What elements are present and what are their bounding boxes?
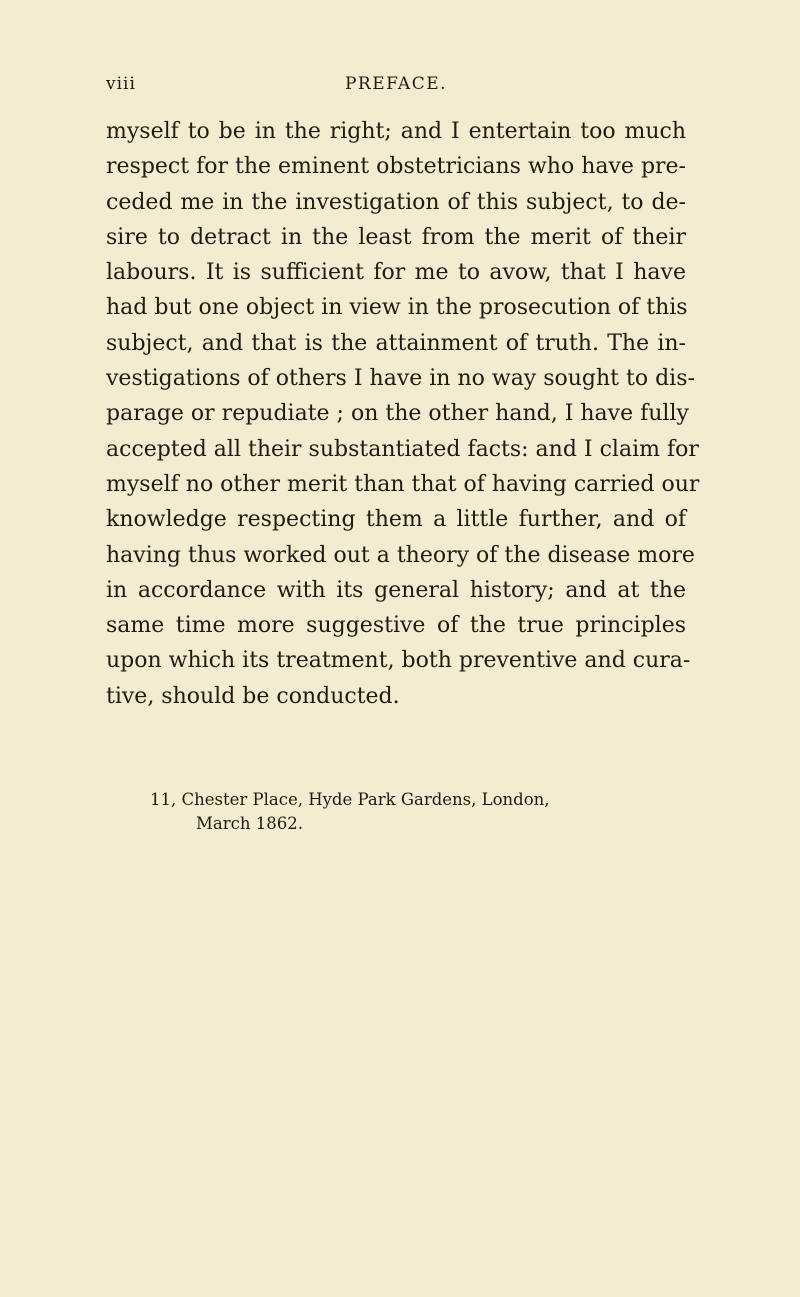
text-line: had but one object in view in the prosecution of this [106, 295, 688, 321]
signature-block [150, 788, 550, 836]
text-line: myself no other merit than that of having carried our [106, 471, 700, 497]
signature-date: March 1862. [196, 814, 303, 833]
text-line: upon which its treatment, both preventive and cura- [106, 648, 691, 674]
text-line: myself to be in the right; and I entertain too much [106, 119, 686, 144]
text-line: vestigations of others I have in no way sought to dis- [106, 366, 695, 392]
text-line: in accordance with its general history; and at the [106, 577, 686, 603]
text-line: same time more suggestive of the true principles [106, 613, 686, 639]
text-line: tive, should be conducted. [106, 683, 400, 709]
text-line: accepted all their substantiated facts: and I claim for [106, 436, 699, 462]
page-number: viii [106, 74, 136, 94]
text-line: parage or repudiate ; on the other hand, I have fully [106, 401, 689, 427]
text-line: ceded me in the investigation of this subject, to de- [106, 189, 686, 215]
signature-address: 11, Chester Place, Hyde Park Gardens, London, [150, 790, 550, 809]
text-line: respect for the eminent obstetricians who have pre- [106, 154, 686, 180]
running-head: PREFACE. [344, 74, 448, 94]
text-line: having thus worked out a theory of the disease more [106, 542, 695, 568]
text-line: subject, and that is the attainment of truth. The in- [106, 330, 686, 356]
page-header [106, 74, 686, 100]
body-paragraph [106, 114, 700, 714]
text-line: sire to detract in the least from the merit of their [106, 224, 686, 250]
text-line: knowledge respecting them a little further, and of [106, 507, 686, 533]
text-line: labours. It is sufficient for me to avow, that I have [106, 260, 686, 286]
